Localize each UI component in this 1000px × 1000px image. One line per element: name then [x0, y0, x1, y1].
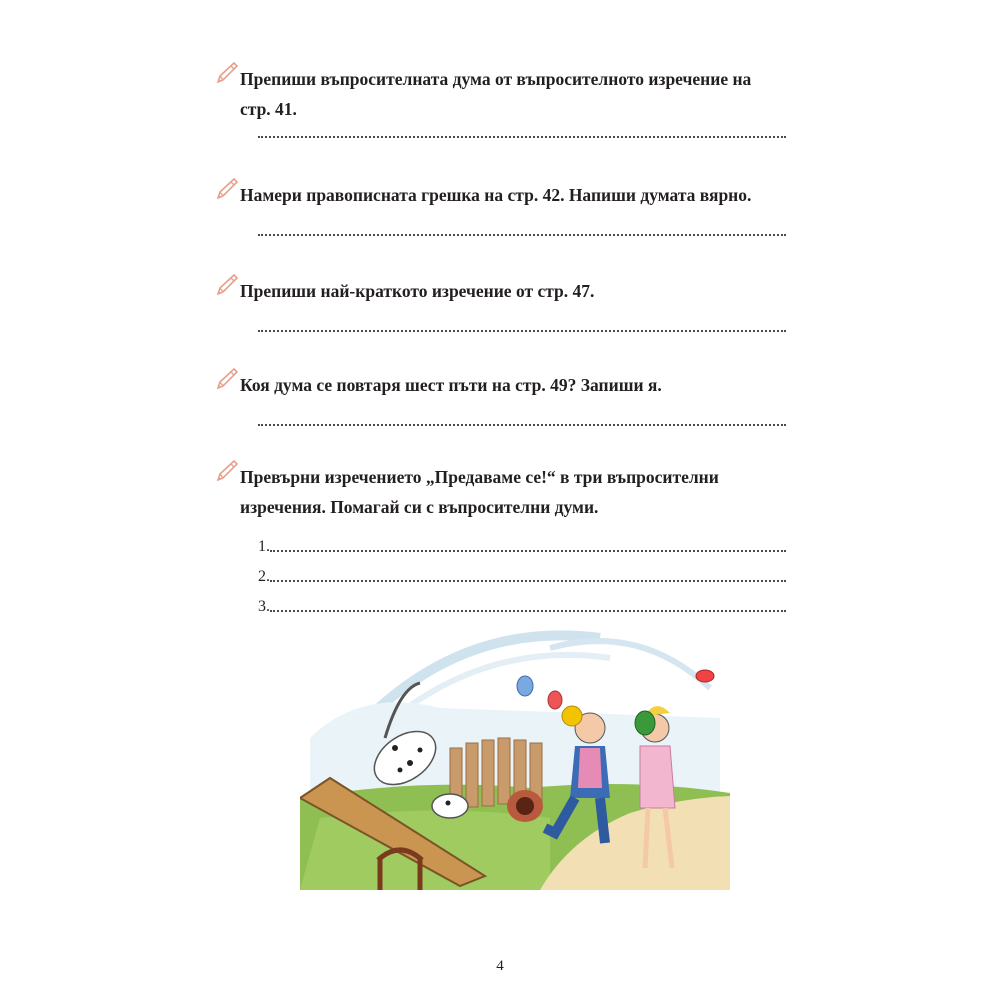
- pencil-icon: [214, 366, 240, 392]
- task-4-question: Коя дума се повтаря шест пъти на стр. 49? Запиши я.: [240, 375, 662, 395]
- task-1: [214, 64, 794, 138]
- task-3-answer-line[interactable]: [258, 318, 786, 332]
- task-5-answer-line-3[interactable]: [258, 582, 786, 615]
- task-5: [214, 462, 794, 615]
- pencil-icon: [214, 60, 240, 86]
- task-4: [214, 370, 794, 426]
- task-5-answer-line-2[interactable]: [258, 552, 786, 585]
- task-2-question: Намери правописната грешка на стр. 42. Напиши думата вярно.: [240, 185, 752, 205]
- pencil-icon: [214, 272, 240, 298]
- task-2-answer-line[interactable]: [258, 222, 786, 236]
- line-number: 2.: [258, 568, 270, 585]
- page-number: 4: [496, 958, 504, 974]
- task-5-answer-line-1[interactable]: [258, 522, 786, 555]
- task-3: [214, 276, 794, 332]
- line-number: 3.: [258, 598, 270, 615]
- task-3-question: Препиши най-краткото изречение от стр. 47.: [240, 281, 595, 301]
- pencil-icon: [214, 458, 240, 484]
- task-4-answer-line[interactable]: [258, 412, 786, 426]
- task-1-answer-line[interactable]: [258, 124, 786, 138]
- task-2: [214, 180, 794, 236]
- line-number: 1.: [258, 538, 270, 555]
- task-5-question: Превърни изречението „Предаваме се!“ в три въпросителни изречения. Помагай си с въпросителни думи.: [240, 467, 719, 517]
- dotted-line: [270, 610, 786, 612]
- task-1-question: Препиши въпросителната дума от въпросителното изречение на стр. 41.: [240, 69, 752, 119]
- pencil-icon: [214, 176, 240, 202]
- dog-seesaw-illustration: [300, 628, 730, 890]
